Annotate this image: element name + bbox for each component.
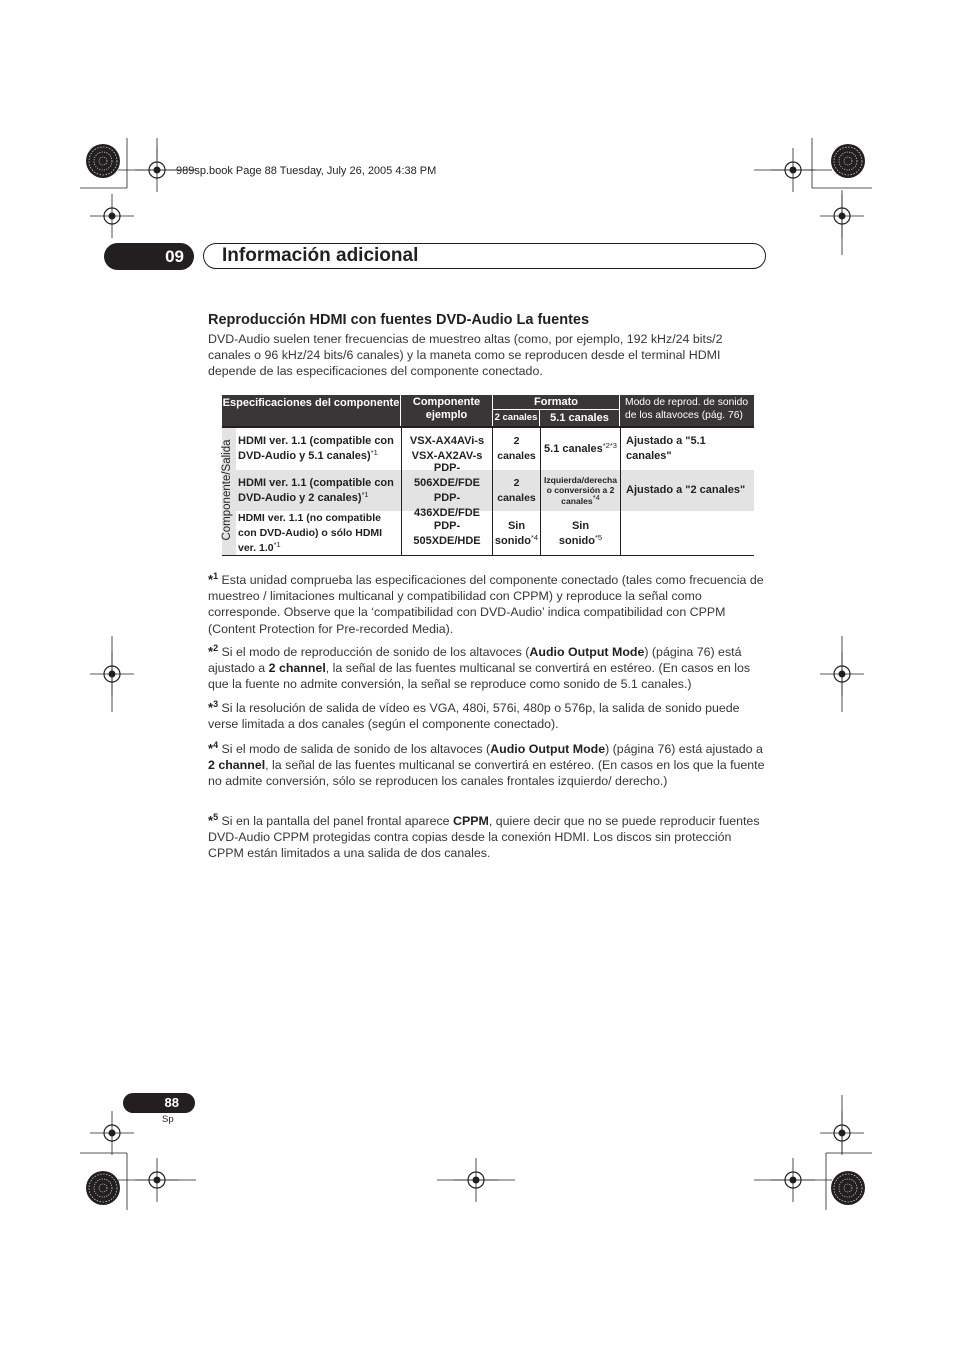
col-divider	[620, 427, 621, 555]
footnote-1	[208, 572, 768, 637]
row-2-2ch: 2 canales	[497, 476, 536, 504]
footnote-3-marker: *$^3$	[208, 699, 219, 715]
footnote-4-setting: Audio Output Mode	[490, 742, 606, 756]
row-1-example: VSX-AX4AVi-s VSX-AX2AV-s	[409, 435, 485, 462]
footnote-5	[208, 813, 768, 862]
footnote-3-text: Si la resolución de salida de vídeo es VGA, 480i, 576i, 480p o 576p, la salida de sonido puede verse limitada a dos canales (según el componente conectado).	[208, 701, 740, 732]
footnote-2-text-c: ) (página 76) está ajustado a	[208, 645, 742, 676]
table-row-2-2ch	[493, 470, 540, 511]
header-divider	[539, 410, 540, 426]
header-format-cell	[493, 395, 619, 409]
row-3-spec-note: *1	[273, 540, 281, 549]
row-2-spec: HDMI ver. 1.1 (compatible con DVD-Audio y 2 canales)	[238, 476, 394, 504]
row-1-spec-note: *1	[370, 448, 378, 457]
row-3-spec: HDMI ver. 1.1 (no compatible con DVD-Audio) o sólo HDMI ver. 1.0	[238, 512, 383, 554]
header-example: Componente ejemplo	[412, 396, 481, 421]
footnote-5-text-a: Si en la pantalla del panel frontal aparece	[221, 814, 453, 828]
header-format: Formato	[534, 396, 578, 408]
row-1-51ch: 5.1 canales	[544, 442, 603, 455]
chapter-title: Información adicional	[222, 245, 419, 266]
side-label: Componente/Salida	[221, 439, 233, 541]
table-row-1-51ch	[541, 428, 620, 470]
footnote-4-marker: *$^4$	[208, 740, 219, 756]
section-heading: Reproducción HDMI con fuentes DVD-Audio La fuentes	[208, 312, 590, 328]
footnote-4	[208, 741, 768, 790]
footnote-1-marker: *$^1$	[208, 571, 219, 587]
row-2-example: PDP-506XDE/FDE PDP-436XDE/FDE	[413, 461, 481, 519]
table-row-2-mode	[626, 470, 754, 511]
footnote-2	[208, 644, 768, 693]
header-mode-cell	[620, 395, 754, 426]
table-row-3-2ch	[493, 512, 540, 555]
header-divider	[619, 395, 620, 426]
header-example-cell	[401, 395, 492, 426]
row-3-example: PDP-505XDE/HDE	[413, 519, 481, 547]
row-1-51ch-note: *2*3	[602, 440, 617, 450]
table-row-3-example	[402, 512, 492, 555]
table-row-3-spec	[238, 512, 401, 555]
footnote-4-text-a: Si el modo de salida de sonido de los altavoces (	[221, 742, 491, 756]
header-divider	[493, 409, 619, 410]
footnote-2-text-a: Si el modo de reproducción de sonido de los altavoces (	[221, 645, 530, 659]
footnote-4-text-c: ) (página 76) está ajustado a	[605, 742, 763, 756]
table-row-2-51ch	[541, 470, 620, 511]
header-51ch-cell	[540, 410, 619, 426]
row-1-mode: Ajustado a "5.1 canales"	[626, 435, 706, 462]
header-51ch: 5.1 canales	[550, 412, 609, 424]
print-file-info: 989sp.book Page 88 Tuesday, July 26, 2005 4:38 PM	[176, 165, 437, 177]
row-3-51ch-note: *5	[594, 532, 603, 542]
row-2-51ch-note: *4	[592, 492, 600, 502]
table-row-2-example	[402, 461, 492, 519]
row-2-mode: Ajustado a "2 canales"	[626, 484, 746, 496]
table-row-3-mode	[626, 512, 754, 555]
footnote-2-value: 2 channel	[268, 661, 326, 676]
table-row-1-mode	[626, 428, 754, 470]
row-3-2ch: Sin sonido	[494, 519, 531, 547]
table-row-1-spec	[238, 428, 400, 470]
row-3-2ch-note: *4	[530, 532, 539, 542]
footnote-4-value: 2 channel	[208, 758, 266, 773]
footnote-2-marker: *$^2$	[208, 643, 219, 659]
page-language: Sp	[162, 1114, 174, 1125]
page-number: 88	[123, 1093, 195, 1113]
footnote-2-setting: Audio Output Mode	[529, 645, 645, 659]
row-3-51ch: Sin sonido	[558, 519, 595, 547]
footnote-2-text-e: , la señal de las fuentes multicanal se convertirá en estéreo. (En casos en los que la fuente no admite conversión, la señal se reproduce como sonido de 5.1 canales.)	[208, 661, 751, 692]
table-row-3-51ch	[541, 512, 620, 555]
chapter-number: 09	[104, 243, 194, 270]
header-mode: Modo de reprod. de sonido de los altavoces (pág. 76)	[625, 397, 749, 421]
header-divider	[492, 395, 493, 426]
table-row-1-2ch	[493, 428, 540, 470]
row-2-spec-note: *1	[361, 489, 369, 499]
row-1-spec: HDMI ver. 1.1 (compatible con DVD-Audio y 5.1 canales)	[238, 435, 394, 462]
section-intro: DVD-Audio suelen tener frecuencias de muestreo altas (como, por ejemplo, 192 kHz/24 bits/2 canales o 96 kHz/24 bits/6 canales) y la maneta como se reproducen desde el terminal HDMI depende de las especificaciones del componente conectado.	[208, 332, 723, 379]
footnote-5-text-c: , quiere decir que no se puede reproducir fuentes DVD-Audio CPPM protegidas contra copias desde la conexión HDMI. Los discos sin protección CPPM están limitados a una salida de dos canales.	[208, 814, 760, 861]
header-divider	[400, 395, 401, 426]
footnote-1-text: Esta unidad comprueba las especificaciones del componente conectado (tales como frecuencia de muestreo / limitaciones multicanal y compatibilidad con CPPM) y reproduce la señal como corresponde. Observe que la ‘compatibilidad con DVD-Audio’ indica compatibilidad con CPPM (Content Protection for Pre-recorded Media).	[208, 573, 764, 636]
footnote-5-indicator: CPPM	[453, 814, 489, 828]
row-1-2ch: 2 canales	[497, 435, 536, 462]
header-spec-cell	[222, 395, 400, 426]
table-row-2-spec	[238, 470, 400, 511]
row-2-51ch: Izquierda/derecha o conversión a 2 canales	[543, 474, 618, 506]
footnote-4-text-e: , la señal de las fuentes multicanal se convertirá en estéreo. (En casos en los que la fuente no admite conversión, sólo se reproducen los canales frontales izquierdo/ derecho.)	[208, 758, 765, 789]
footnote-5-marker: *$^5$	[208, 812, 219, 828]
header-2ch: 2 canales	[494, 412, 538, 423]
header-spec: Especificaciones del componente	[222, 397, 400, 409]
header-2ch-cell	[493, 410, 539, 426]
footnote-3	[208, 700, 768, 732]
